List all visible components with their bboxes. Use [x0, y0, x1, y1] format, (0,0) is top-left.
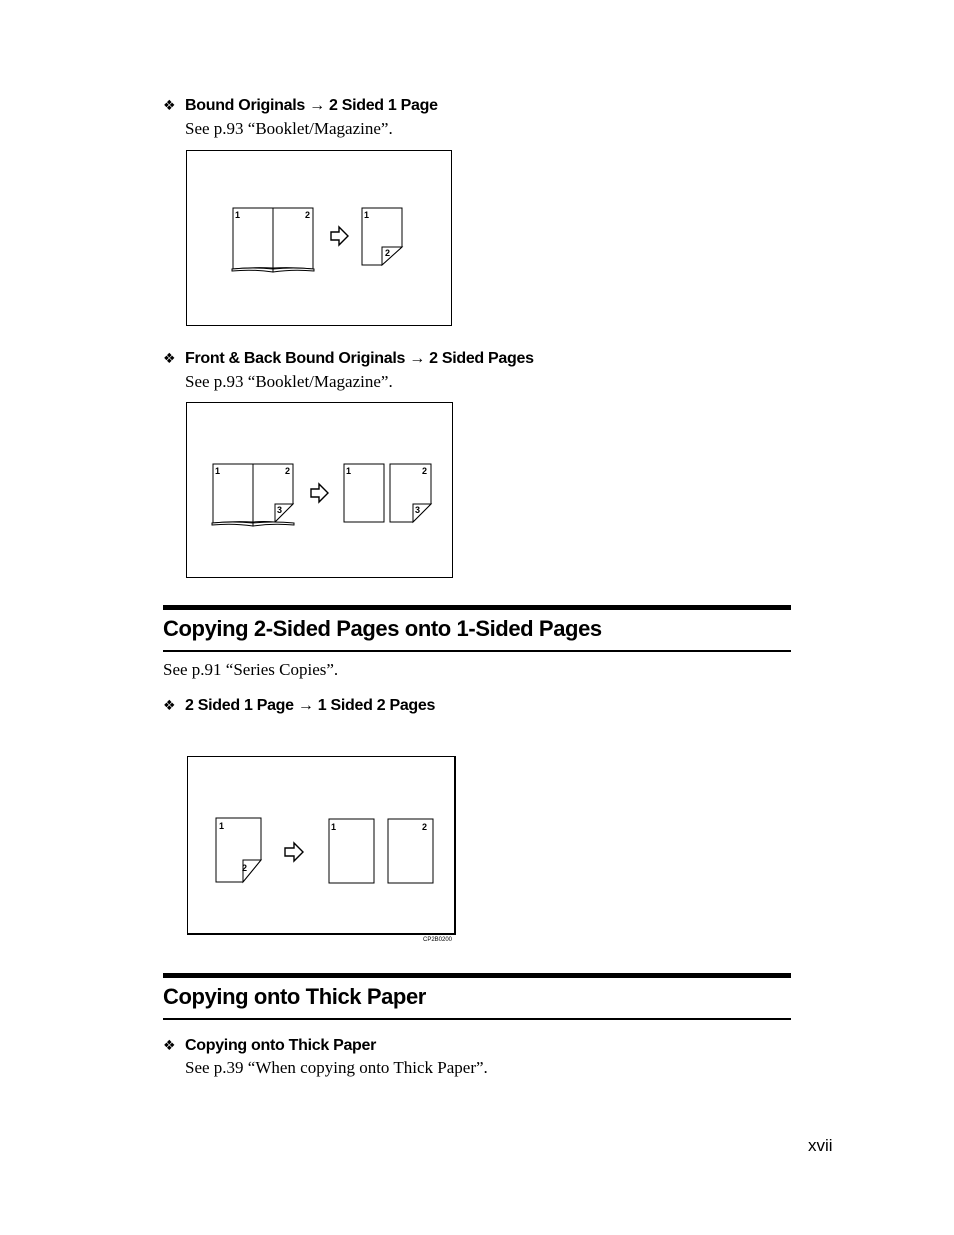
illustration-2sided-to-1sided	[188, 757, 457, 936]
bullet-icon: ❖	[163, 351, 176, 367]
figure-code: CP2B0200	[423, 937, 453, 943]
bullet-icon: ❖	[163, 98, 176, 114]
open-book-icon	[212, 464, 294, 526]
arrow-symbol: →	[309, 97, 325, 114]
title-part-source: 2 Sided 1 Page	[185, 697, 294, 714]
page-number-label: 3	[277, 505, 283, 515]
page-number-label: 1	[364, 210, 370, 220]
heading-rule-bottom	[163, 1018, 791, 1020]
bullet-icon: ❖	[163, 698, 176, 714]
hollow-arrow-icon	[311, 484, 328, 502]
two-sided-sheet-icon	[216, 818, 261, 882]
figure-2sided-to-1sided	[187, 756, 456, 935]
title-part-result: 1 Sided 2 Pages	[317, 697, 436, 714]
section-title-front-back-bound	[185, 349, 534, 369]
illustration-bound-to-2sided	[187, 151, 453, 327]
page-number-label: 1	[331, 822, 337, 832]
title-part-result: 2 Sided 1 Page	[328, 97, 438, 114]
section-title-thick-paper: Copying onto Thick Paper	[185, 1037, 377, 1054]
page-number-label: 3	[415, 505, 421, 515]
heading-rule-top	[163, 973, 791, 978]
arrow-symbol: →	[297, 697, 314, 714]
figure-front-back-bound	[186, 402, 453, 578]
hollow-arrow-icon	[285, 843, 303, 861]
page-number-label: 2	[422, 466, 428, 476]
figure-bound-to-2sided	[186, 150, 452, 326]
arrow-symbol: →	[409, 350, 425, 367]
page-number-label: 2	[385, 248, 391, 258]
heading-rule-bottom	[163, 650, 791, 652]
heading-rule-top	[163, 605, 791, 610]
page-number-label: 2	[285, 466, 291, 476]
page-number-label: 2	[305, 210, 311, 220]
single-sheet-icon	[329, 819, 374, 883]
heading-reference: See p.91 “Series Copies”.	[163, 660, 339, 679]
section-reference: See p.39 “When copying onto Thick Paper”.	[185, 1058, 488, 1077]
bullet-icon: ❖	[163, 1038, 176, 1054]
title-part-result: 2 Sided Pages	[429, 350, 534, 367]
two-sided-sheet-icon	[362, 208, 402, 265]
page-number: xvii	[808, 1136, 833, 1155]
page-number-label: 1	[235, 210, 241, 220]
hollow-arrow-icon	[331, 227, 348, 245]
section-reference: See p.93 “Booklet/Magazine”.	[185, 119, 393, 138]
page-number-label: 2	[422, 822, 428, 832]
single-sheet-icon	[388, 819, 433, 883]
open-book-icon	[232, 208, 314, 272]
page-number-label: 1	[219, 821, 225, 831]
heading-2sided-to-1sided: Copying 2-Sided Pages onto 1-Sided Pages	[163, 616, 602, 641]
two-sided-sheet-icon	[390, 464, 431, 522]
title-part-source: Bound Originals	[185, 97, 305, 114]
section-reference: See p.93 “Booklet/Magazine”.	[185, 372, 393, 391]
page-number-label: 1	[215, 466, 221, 476]
title-part-source: Front & Back Bound Originals	[185, 350, 406, 367]
single-sheet-icon	[344, 464, 384, 522]
section-title-2sided-1page	[185, 696, 435, 716]
section-title-bound-originals	[185, 96, 438, 116]
illustration-front-back-bound	[187, 403, 454, 579]
heading-thick-paper: Copying onto Thick Paper	[163, 984, 426, 1009]
page-number-label: 2	[242, 863, 248, 873]
page-number-label: 1	[346, 466, 352, 476]
